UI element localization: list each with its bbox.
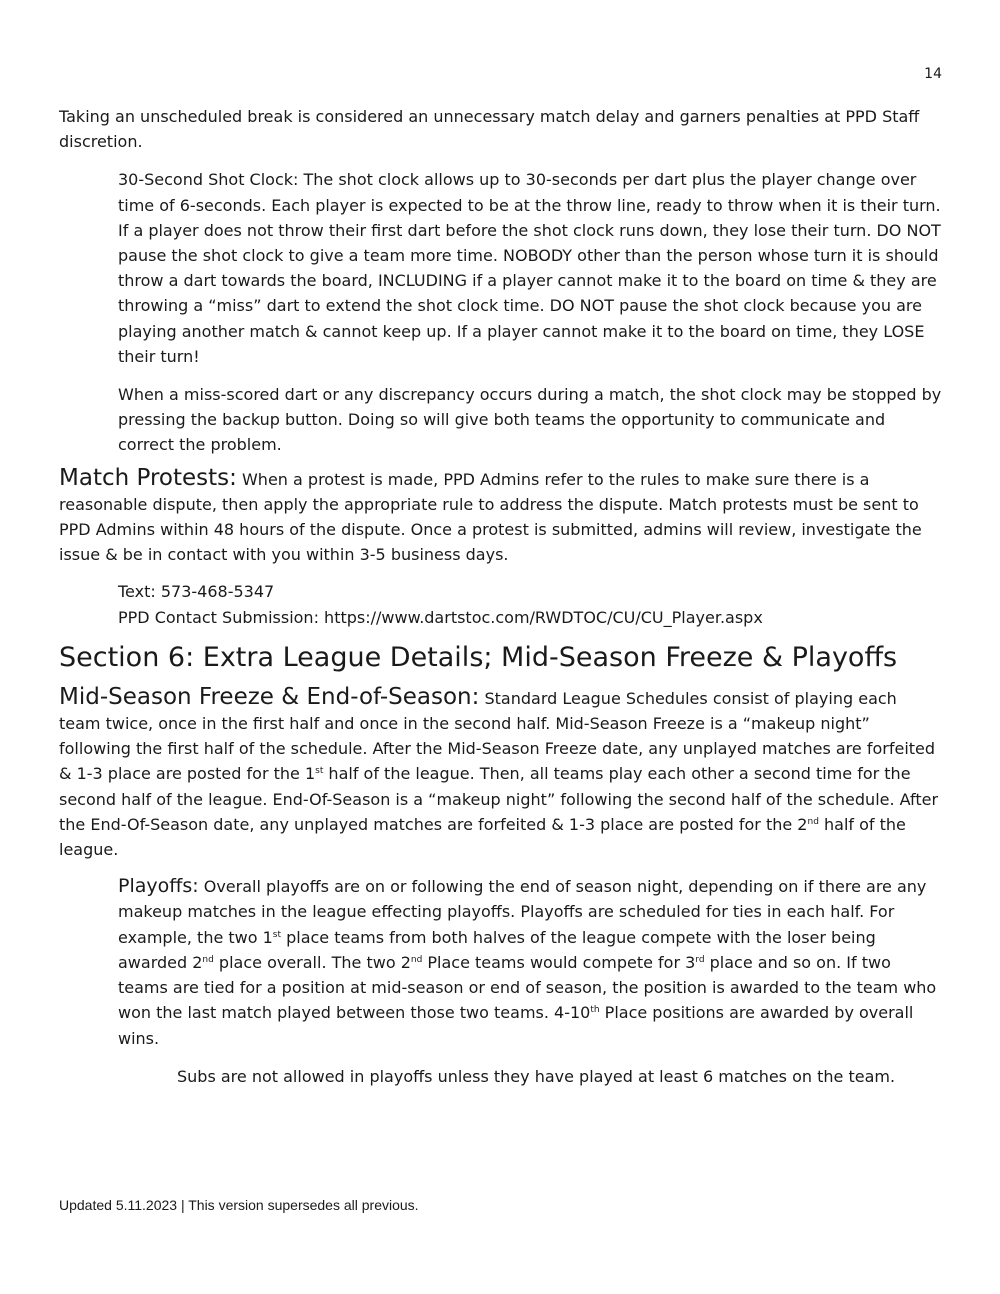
ordinal-suffix: st [315,766,324,777]
playoffs-text-part: Overall playoffs are on or following the end of season night, depending on if there are any makeup matches in the league effecting playoffs. Playoffs are scheduled for ties in each half. For example, the two 1 [118,877,927,947]
ordinal-suffix: nd [202,954,214,965]
playoffs-heading: Playoffs: [118,875,199,898]
contact-block [59,579,943,629]
playoffs-paragraph [59,874,943,1050]
freeze-text-part: half of the league. [59,814,906,860]
match-protests-text: When a protest is made, PPD Admins refer to the rules to make sure there is a reasonable dispute, then apply the appropriate rule to address the dispute. Match protests must be sent to PPD Admins within 48 hours of the dispute. Once a protest is submitted, admins will review, investigate the issue & be in contact with you within 3-5 business days. [59,469,922,565]
mid-season-freeze-paragraph [59,685,943,862]
shot-clock-paragraph: 30-Second Shot Clock: The shot clock allows up to 30-seconds per dart plus the player change over time of 6-seconds. Each player is expected to be at the throw line, ready to throw when it is their turn. If a player does not throw their first dart before the shot clock runs down, they lose their turn. DO NOT pause the shot clock to give a team more time. NOBODY other than the person whose turn it is should throw a dart towards the board, INCLUDING if a player cannot make it to the board on time & they are throwing a “miss” dart to extend the shot clock time. DO NOT pause the shot clock because you are playing another match & cannot keep up. If a player cannot make it to the board on time, they LOSE their turn! [118,170,941,366]
section-6-heading: Section 6: Extra League Details; Mid-Season Freeze & Playoffs [59,641,898,673]
playoffs-text-part: place teams from both halves of the league compete with the loser being awarded 2 [118,927,876,972]
playoffs-text-part: place and so on. If two teams are tied for a position at mid-season or end of season, the position is awarded to the team who won the last match played between those two teams. 4-10 [118,952,937,1023]
freeze-text-part: Standard League Schedules consist of playing each team twice, once in the first half and once in the second half. Mid-Season Freeze is a “makeup night” following the first half of the schedule. After the Mid-Season Freeze date, any unplayed matches are forfeited & 1-3 place are posted for the 1 [59,688,936,784]
ordinal-suffix: th [590,1005,600,1016]
footer-note: Updated 5.11.2023 | This version supersedes all previous. [59,1197,419,1213]
playoffs-text-part: Place positions are awarded by overall wins. [118,1003,914,1048]
unscheduled-break-paragraph: Taking an unscheduled break is considered an unnecessary match delay and garners penalties at PPD Staff discretion. [59,107,920,152]
match-protests-paragraph [59,466,943,568]
ordinal-suffix: st [272,929,282,940]
miss-scored-dart-paragraph: When a miss-scored dart or any discrepancy occurs during a match, the shot clock may be stopped by pressing the backup button. Doing so will give both teams the opportunity to communicate and correct the problem. [118,385,942,455]
page-number: 14 [924,66,942,82]
ordinal-suffix: nd [807,816,819,827]
subs-paragraph: Subs are not allowed in playoffs unless they have played at least 6 matches on the team. [177,1066,896,1086]
freeze-text-part: half of the league. Then, all teams play each other a second time for the second half of the league. End-Of-Season is a “makeup night” following the second half of the schedule. After the End-Of-Season date, any unplayed matches are forfeited & 1-3 place are posted for the 2 [59,764,939,834]
page-content [59,104,943,1089]
ordinal-suffix: nd [410,954,423,965]
mid-season-freeze-heading: Mid-Season Freeze & End-of-Season: [59,683,480,710]
playoffs-text-part: Place teams would compete for 3 [422,952,696,972]
contact-submission-line: PPD Contact Submission: https://www.dartstoc.com/RWDTOC/CU/CU_Player.aspx [118,607,763,627]
playoffs-text-part: place overall. The two 2 [213,952,411,972]
ordinal-suffix: rd [695,954,705,965]
contact-text-line: Text: 573-468-5347 [118,582,275,602]
match-protests-heading: Match Protests: [59,464,237,491]
